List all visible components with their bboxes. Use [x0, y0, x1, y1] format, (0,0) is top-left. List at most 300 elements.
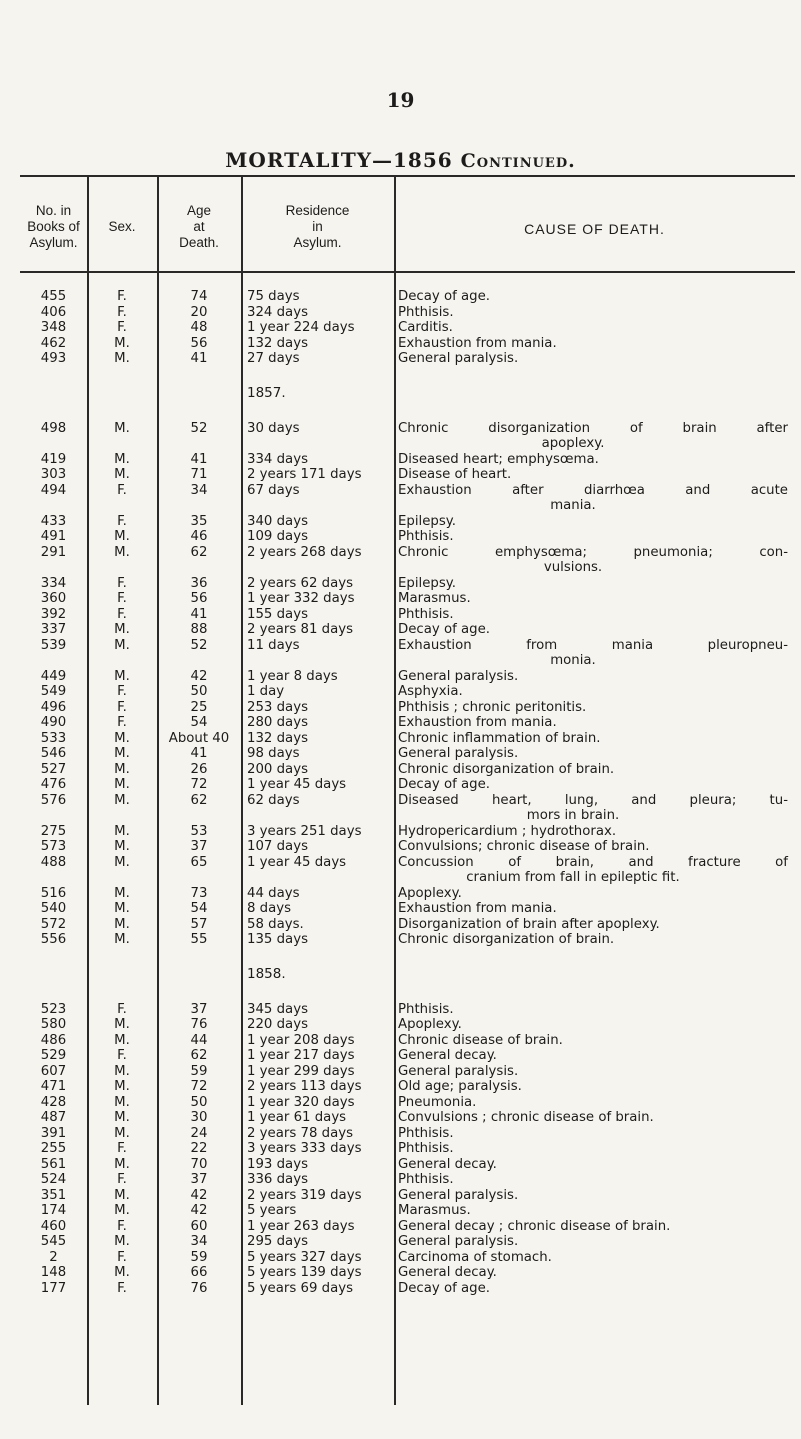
cell-age: 62 [190, 1048, 208, 1063]
cell-sex: F. [117, 482, 127, 498]
cell-age: 46 [190, 529, 208, 544]
cause-continuation: mania. [550, 498, 596, 513]
cell-residence: 280 days [247, 715, 308, 730]
cell-number: 471 [40, 1079, 67, 1094]
cell-age: 37 [190, 839, 208, 854]
table-row [20, 855, 795, 886]
cell-age: 37 [190, 1001, 208, 1017]
cause-line: Exhaustion from mania. [398, 335, 557, 351]
cell-residence: 1 year 217 days [247, 1048, 355, 1063]
cause-line: Exhaustion after diarrhœa and acute [398, 482, 788, 498]
cell-sex: F. [117, 289, 127, 304]
cell-number: 486 [40, 1032, 67, 1048]
cell-residence: 1 day [247, 684, 285, 699]
cell-sex: F. [117, 513, 127, 529]
cell-age: 55 [190, 932, 208, 947]
cell-number: 549 [40, 684, 67, 699]
cell-age: 62 [190, 792, 208, 808]
table-row [20, 824, 795, 840]
cause-line: Carditis. [398, 320, 453, 335]
table-row [20, 1033, 795, 1049]
cause-line: Carcinoma of stomach. [398, 1249, 552, 1265]
cell-number: 546 [40, 746, 67, 761]
cell-sex: M. [114, 1156, 130, 1172]
cell-number: 348 [40, 320, 67, 335]
cause-line: Asphyxia. [398, 684, 463, 699]
cell-residence: 340 days [247, 513, 308, 529]
cell-residence: 345 days [247, 1001, 308, 1017]
cell-number: 576 [40, 792, 67, 808]
cell-cause [394, 731, 788, 747]
cell-cause [394, 669, 788, 685]
cell-cause [394, 452, 788, 468]
cell-cause [394, 1079, 788, 1095]
cell-cause [394, 839, 788, 855]
cell-sex: F. [117, 1249, 127, 1265]
cell-cause [394, 1265, 788, 1281]
cell-cause [394, 576, 788, 592]
cell-age: 41 [190, 606, 208, 622]
header-rule [20, 271, 795, 273]
cell-residence: 1 year 45 days [247, 854, 347, 870]
table-row [20, 700, 795, 716]
table-row [20, 638, 795, 669]
cell-number: 491 [40, 529, 67, 544]
cell-cause [394, 1157, 788, 1173]
cell-residence: 336 days [247, 1172, 308, 1187]
cause-line: General decay. [398, 1048, 497, 1063]
cause-line: General decay ; chronic disease of brain. [398, 1218, 671, 1234]
cause-line: Phthisis. [398, 606, 454, 622]
cell-residence: 62 days [247, 792, 300, 808]
cause-line: Phthisis. [398, 1125, 454, 1141]
cell-age: 60 [190, 1218, 208, 1234]
cell-age: 59 [190, 1063, 208, 1079]
cell-residence: 3 years 251 days [247, 823, 362, 839]
cell-age: 72 [190, 777, 208, 792]
cell-age: 52 [190, 637, 208, 653]
cell-cause [394, 1033, 788, 1049]
cell-residence: 220 days [247, 1017, 308, 1032]
cell-sex: M. [114, 467, 130, 482]
cause-line: Phthisis. [398, 1172, 454, 1187]
cause-line: Chronic disorganization of brain. [398, 761, 615, 777]
cell-age: 30 [190, 1110, 208, 1125]
table-row [20, 1079, 795, 1095]
cell-residence: 109 days [247, 529, 308, 544]
cell-sex: M. [114, 901, 130, 916]
table-row [20, 421, 795, 452]
cause-line: General paralysis. [398, 1234, 519, 1249]
cell-number: 428 [40, 1094, 67, 1110]
cell-cause [394, 607, 788, 623]
table-row [20, 684, 795, 700]
cause-continuation: apoplexy. [541, 436, 605, 451]
table-row [20, 591, 795, 607]
cause-line: Diseased heart; emphysœma. [398, 451, 599, 467]
cell-number: 494 [40, 482, 67, 498]
cell-age: 36 [190, 575, 208, 591]
year-heading-row [20, 367, 795, 421]
cell-number: 573 [40, 839, 67, 854]
cell-cause [394, 320, 788, 336]
cell-sex: M. [114, 1187, 130, 1203]
cell-sex: M. [114, 839, 130, 854]
cell-sex: M. [114, 1203, 130, 1218]
title-continued: Continued. [460, 150, 576, 172]
cell-residence: 193 days [247, 1156, 308, 1172]
cell-sex: F. [117, 1280, 127, 1296]
cell-cause [394, 1203, 788, 1219]
cause-line: Chronic disease of brain. [398, 1032, 563, 1048]
cell-number: 419 [40, 451, 67, 467]
cell-age: 42 [190, 1203, 208, 1218]
table-row [20, 715, 795, 731]
cell-number: 529 [40, 1048, 67, 1063]
cell-age: 56 [190, 335, 208, 351]
cell-number: 561 [40, 1156, 67, 1172]
cell-sex: M. [114, 451, 130, 467]
table-row [20, 576, 795, 592]
cell-number: 533 [40, 730, 67, 746]
cause-continuation: cranium from fall in epileptic fit. [466, 870, 680, 885]
cause-line: Chronic emphysœma; pneumonia; con- [398, 544, 788, 560]
cell-number: 496 [40, 699, 67, 715]
table-row [20, 1064, 795, 1080]
cell-cause [394, 1172, 788, 1188]
cell-age: 54 [190, 715, 208, 730]
cause-line: Marasmus. [398, 591, 471, 606]
cause-line: Decay of age. [398, 777, 491, 792]
cause-line: Phthisis. [398, 529, 454, 544]
cell-age: 22 [190, 1141, 208, 1156]
cell-cause [394, 1095, 788, 1111]
cell-age: 20 [190, 304, 208, 320]
cause-line: Hydropericardium ; hydrothorax. [398, 823, 617, 839]
table-row [20, 467, 795, 483]
cell-cause [394, 421, 788, 452]
cause-line: Exhaustion from mania. [398, 715, 557, 730]
cell-age: 74 [190, 289, 208, 304]
cause-line: General decay. [398, 1156, 497, 1172]
cell-age: 71 [190, 467, 208, 482]
cause-continuation: mors in brain. [526, 808, 620, 823]
cell-sex: M. [114, 1032, 130, 1048]
table-row [20, 1188, 795, 1204]
cause-line: Marasmus. [398, 1203, 471, 1218]
cell-number: 516 [40, 885, 67, 901]
cell-cause [394, 622, 788, 638]
cell-residence: 11 days [247, 637, 300, 653]
cell-sex: F. [117, 606, 127, 622]
cell-age: About 40 [168, 730, 230, 746]
table-row [20, 1141, 795, 1157]
cause-line: Diseased heart, lung, and pleura; tu- [398, 792, 788, 808]
table-row [20, 351, 795, 367]
cell-sex: M. [114, 1017, 130, 1032]
cause-line: Disease of heart. [398, 467, 512, 482]
table-row [20, 1234, 795, 1250]
cell-sex: M. [114, 335, 130, 351]
mortality-table [20, 175, 795, 1405]
table-row [20, 1250, 795, 1266]
cell-number: 174 [40, 1203, 67, 1218]
table-row [20, 607, 795, 623]
table-row [20, 901, 795, 917]
cell-sex: F. [117, 304, 127, 320]
cell-sex: F. [117, 684, 127, 699]
cell-cause [394, 1234, 788, 1250]
cell-residence: 58 days. [247, 916, 304, 932]
cell-age: 34 [190, 482, 208, 498]
cell-number: 490 [40, 715, 67, 730]
table-row [20, 1281, 795, 1297]
cell-age: 41 [190, 746, 208, 761]
cause-line: Chronic disorganization of brain after [398, 420, 788, 436]
cause-line: Old age; paralysis. [398, 1079, 522, 1094]
table-row [20, 1017, 795, 1033]
cell-number: 545 [40, 1234, 67, 1249]
cell-sex: F. [117, 575, 127, 591]
cell-age: 42 [190, 668, 208, 684]
cause-line: General paralysis. [398, 1187, 519, 1203]
cause-line: General paralysis. [398, 668, 519, 684]
cell-residence: 44 days [247, 885, 300, 901]
cause-line: Phthisis ; chronic peritonitis. [398, 699, 587, 715]
year-heading-row [20, 948, 795, 1002]
cell-sex: M. [114, 1079, 130, 1094]
cell-number: 572 [40, 916, 67, 932]
cell-age: 37 [190, 1172, 208, 1187]
table-row [20, 1172, 795, 1188]
cause-continuation: monia. [550, 653, 596, 668]
cell-cause [394, 591, 788, 607]
cell-number: 460 [40, 1218, 67, 1234]
cell-sex: M. [114, 1110, 130, 1125]
cause-line: General paralysis. [398, 1063, 519, 1079]
cell-sex: M. [114, 932, 130, 947]
cell-residence: 2 years 78 days [247, 1125, 354, 1141]
cell-sex: M. [114, 1063, 130, 1079]
cell-number: 2 [49, 1249, 58, 1265]
table-row [20, 1219, 795, 1235]
table-row [20, 305, 795, 321]
cell-age: 24 [190, 1125, 208, 1141]
cell-residence: 5 years 327 days [247, 1249, 362, 1265]
cell-age: 50 [190, 684, 208, 699]
top-rule [20, 175, 795, 177]
cell-sex: F. [117, 1048, 127, 1063]
cell-number: 580 [40, 1017, 67, 1032]
cell-age: 56 [190, 591, 208, 606]
cell-sex: M. [114, 854, 130, 870]
table-row [20, 1002, 795, 1018]
cell-residence: 8 days [247, 901, 292, 916]
cause-line: Chronic disorganization of brain. [398, 932, 615, 947]
cell-age: 65 [190, 854, 208, 870]
cell-age: 26 [190, 761, 208, 777]
cell-cause [394, 1064, 788, 1080]
cell-residence: 200 days [247, 761, 308, 777]
cell-residence: 135 days [247, 932, 308, 947]
cell-residence: 1 year 45 days [247, 777, 347, 792]
cell-cause [394, 351, 788, 367]
cause-line: Chronic inflammation of brain. [398, 730, 601, 746]
title-main: MORTALITY—1856 [225, 148, 453, 172]
cause-line: Concussion of brain, and fracture of [398, 854, 788, 870]
cell-age: 25 [190, 699, 208, 715]
cell-number: 493 [40, 351, 67, 366]
cause-line: Decay of age. [398, 1280, 491, 1296]
cell-cause [394, 1219, 788, 1235]
cell-cause [394, 746, 788, 762]
cell-sex: M. [114, 777, 130, 792]
cell-age: 59 [190, 1249, 208, 1265]
table-row [20, 1048, 795, 1064]
cell-residence: 1 year 208 days [247, 1032, 355, 1048]
cause-line: Phthisis. [398, 1141, 454, 1156]
table-row [20, 1126, 795, 1142]
cell-age: 52 [190, 420, 208, 436]
cell-cause [394, 684, 788, 700]
cell-cause [394, 1048, 788, 1064]
cause-continuation: vulsions. [543, 560, 603, 575]
cell-cause [394, 638, 788, 669]
cell-residence: 5 years [247, 1203, 297, 1218]
header-sex: Sex. [108, 219, 136, 234]
cell-sex: M. [114, 761, 130, 777]
cell-number: 255 [40, 1141, 67, 1156]
cell-age: 76 [190, 1280, 208, 1296]
cell-age: 72 [190, 1079, 208, 1094]
cell-age: 35 [190, 513, 208, 529]
cell-age: 62 [190, 544, 208, 560]
cell-sex: M. [114, 668, 130, 684]
cell-residence: 1 year 263 days [247, 1218, 355, 1234]
cell-number: 539 [40, 637, 67, 653]
table-row [20, 320, 795, 336]
cause-line: Exhaustion from mania pleuropneu- [398, 637, 788, 653]
cell-residence: 1 year 224 days [247, 320, 355, 335]
cell-cause [394, 886, 788, 902]
cell-cause [394, 1188, 788, 1204]
cell-sex: M. [114, 730, 130, 746]
cause-line: Convulsions; chronic disease of brain. [398, 839, 650, 854]
cell-cause [394, 545, 788, 576]
cell-sex: M. [114, 916, 130, 932]
cause-line: General decay. [398, 1265, 497, 1280]
cell-number: 527 [40, 761, 67, 777]
cell-sex: M. [114, 544, 130, 560]
cell-age: 34 [190, 1234, 208, 1249]
cell-number: 540 [40, 901, 67, 916]
cell-age: 70 [190, 1156, 208, 1172]
cell-cause [394, 467, 788, 483]
cell-number: 351 [40, 1187, 67, 1203]
cell-cause [394, 777, 788, 793]
cell-age: 57 [190, 916, 208, 932]
cell-cause [394, 289, 788, 305]
cell-age: 41 [190, 451, 208, 467]
cell-age: 66 [190, 1265, 208, 1280]
cell-cause [394, 529, 788, 545]
cell-number: 406 [40, 304, 67, 320]
cell-number: 476 [40, 777, 67, 792]
cell-cause [394, 715, 788, 731]
table-row [20, 669, 795, 685]
cell-cause [394, 932, 788, 948]
cell-number: 607 [40, 1063, 67, 1079]
cell-residence: 2 years 81 days [247, 622, 354, 637]
table-row [20, 514, 795, 530]
cell-number: 556 [40, 932, 67, 947]
cell-residence: 1 year 61 days [247, 1110, 347, 1125]
cell-age: 53 [190, 823, 208, 839]
table-row [20, 793, 795, 824]
table-row [20, 1265, 795, 1281]
cell-residence: 2 years 268 days [247, 544, 362, 560]
cell-residence: 5 years 69 days [247, 1280, 354, 1296]
cause-line: Apoplexy. [398, 1017, 462, 1032]
cell-cause [394, 1141, 788, 1157]
cell-cause [394, 824, 788, 840]
cell-number: 334 [40, 575, 67, 591]
year-heading: 1857. [247, 384, 286, 401]
table-row [20, 452, 795, 468]
table-row [20, 529, 795, 545]
table-row [20, 1203, 795, 1219]
cell-sex: F. [117, 1141, 127, 1156]
table-row [20, 731, 795, 747]
cell-number: 523 [40, 1001, 67, 1017]
cause-line: Epilepsy. [398, 575, 456, 591]
cell-number: 148 [40, 1265, 67, 1280]
header-no: No. in Books of Asylum. [27, 203, 80, 250]
cell-sex: M. [114, 351, 130, 366]
cell-number: 337 [40, 622, 67, 637]
cell-sex: M. [114, 885, 130, 901]
cell-sex: M. [114, 746, 130, 761]
cell-sex: F. [117, 715, 127, 730]
table-row [20, 622, 795, 638]
table-row [20, 336, 795, 352]
cell-number: 291 [40, 544, 67, 560]
cell-residence: 155 days [247, 606, 308, 622]
cell-sex: M. [114, 1265, 130, 1280]
cell-sex: F. [117, 1218, 127, 1234]
cell-number: 524 [40, 1172, 67, 1187]
header-cause: CAUSE OF DEATH. [524, 221, 665, 237]
cell-age: 42 [190, 1187, 208, 1203]
table-row [20, 777, 795, 793]
cell-sex: F. [117, 1172, 127, 1187]
cell-residence: 98 days [247, 746, 300, 761]
cell-residence: 253 days [247, 699, 308, 715]
cell-number: 498 [40, 420, 67, 436]
cell-sex: F. [117, 320, 127, 335]
cell-cause [394, 1110, 788, 1126]
cell-number: 487 [40, 1110, 67, 1125]
cell-sex: M. [114, 1125, 130, 1141]
cell-sex: M. [114, 420, 130, 436]
cause-line: Decay of age. [398, 622, 491, 637]
table-body [20, 289, 795, 1296]
page-title [0, 148, 801, 172]
cell-cause [394, 855, 788, 886]
cell-age: 41 [190, 351, 208, 366]
header-residence: Residence in Asylum. [285, 203, 350, 250]
cell-residence: 1 year 8 days [247, 668, 338, 684]
